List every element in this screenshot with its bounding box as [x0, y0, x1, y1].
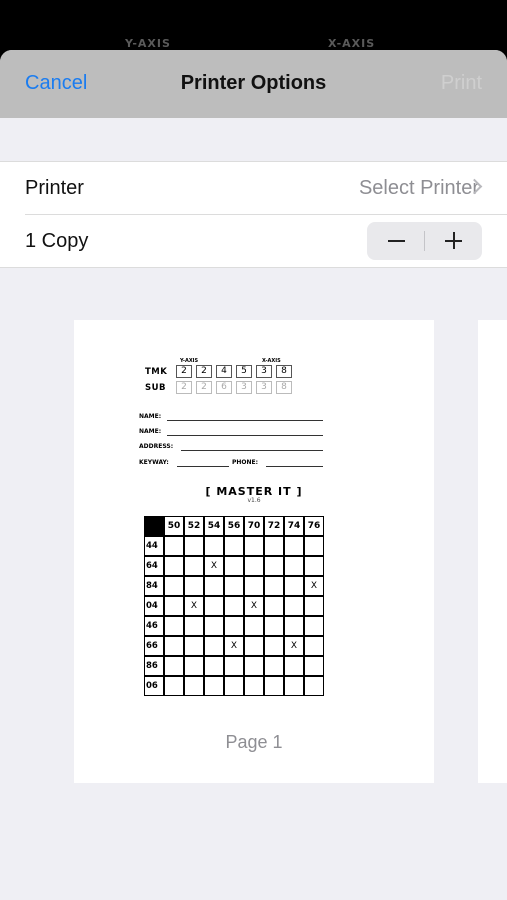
- grid-cell: [284, 536, 304, 556]
- grid-cell: X: [204, 556, 224, 576]
- grid-cell: [224, 556, 244, 576]
- grid-cell: [184, 676, 204, 696]
- grid-corner: [144, 516, 164, 536]
- address-line: [181, 450, 323, 451]
- grid-cell: [244, 616, 264, 636]
- decrement-button[interactable]: [367, 222, 424, 260]
- grid-column-header: 56: [224, 516, 244, 536]
- grid-cell: [204, 596, 224, 616]
- grid-cell: [164, 556, 184, 576]
- background-yaxis-label: Y-AXIS: [125, 37, 171, 50]
- printer-label: Printer: [25, 177, 84, 199]
- grid-column-header: 52: [184, 516, 204, 536]
- grid-cell: [284, 556, 304, 576]
- grid-cell: [244, 676, 264, 696]
- grid-cell: [244, 656, 264, 676]
- print-button[interactable]: Print: [440, 72, 482, 94]
- name2-field-label: NAME:: [139, 428, 162, 435]
- grid-cell: X: [244, 596, 264, 616]
- tmk-cell: 8: [276, 365, 292, 378]
- sub-cell: 8: [276, 381, 292, 394]
- grid-cell: [204, 656, 224, 676]
- grid-row-header: 64: [144, 556, 164, 576]
- grid-cell: [304, 536, 324, 556]
- grid-cell: [164, 636, 184, 656]
- grid-row-header: 86: [144, 656, 164, 676]
- grid-cell: [264, 616, 284, 636]
- grid-cell: [244, 536, 264, 556]
- grid-cell: [184, 536, 204, 556]
- phone-line: [266, 466, 323, 467]
- grid-cell: [224, 536, 244, 556]
- grid-cell: [184, 656, 204, 676]
- printer-row[interactable]: [0, 162, 507, 214]
- grid-cell: [264, 676, 284, 696]
- grid-row-header: 66: [144, 636, 164, 656]
- grid-cell: [304, 616, 324, 636]
- tmk-cell: 3: [256, 365, 272, 378]
- grid-cell: [284, 616, 304, 636]
- grid-column-header: 72: [264, 516, 284, 536]
- grid-cell: [304, 556, 324, 576]
- grid-column-header: 76: [304, 516, 324, 536]
- grid-cell: [204, 636, 224, 656]
- doc-yaxis-label: Y-AXIS: [180, 358, 199, 364]
- grid-cell: [264, 636, 284, 656]
- grid-cell: [164, 576, 184, 596]
- grid-cell: X: [224, 636, 244, 656]
- grid-cell: [204, 676, 224, 696]
- tmk-cell: 4: [216, 365, 232, 378]
- grid-cell: [224, 656, 244, 676]
- sub-cell: 6: [216, 381, 232, 394]
- grid-column-header: 74: [284, 516, 304, 536]
- grid-column-header: 50: [164, 516, 184, 536]
- grid-column-header: 54: [204, 516, 224, 536]
- page-preview[interactable]: [74, 320, 434, 783]
- sub-cell: 3: [236, 381, 252, 394]
- grid-cell: [264, 596, 284, 616]
- tmk-label: TMK: [145, 367, 168, 377]
- name2-line: [167, 435, 323, 436]
- page-title: Printer Options: [180, 72, 327, 94]
- grid-cell: [224, 676, 244, 696]
- navigation-bar: [0, 50, 507, 118]
- grid-cell: X: [304, 576, 324, 596]
- phone-field-label: PHONE:: [232, 459, 259, 466]
- background-xaxis-label: X-AXIS: [328, 37, 376, 50]
- grid-cell: [244, 556, 264, 576]
- grid-cell: [264, 576, 284, 596]
- grid-cell: [304, 676, 324, 696]
- grid-row-header: 06: [144, 676, 164, 696]
- grid-cell: X: [184, 596, 204, 616]
- printer-options-sheet: [0, 50, 507, 900]
- tmk-cell: 5: [236, 365, 252, 378]
- grid-cell: [304, 656, 324, 676]
- grid-cell: X: [284, 636, 304, 656]
- grid-cell: [224, 616, 244, 636]
- sub-cell: 2: [196, 381, 212, 394]
- sub-cell: 2: [176, 381, 192, 394]
- name1-field-label: NAME:: [139, 413, 162, 420]
- grid-cell: [164, 616, 184, 636]
- grid-cell: [284, 596, 304, 616]
- cancel-button[interactable]: Cancel: [25, 72, 88, 94]
- grid-cell: [164, 536, 184, 556]
- copies-row: [25, 214, 507, 267]
- grid-cell: [184, 616, 204, 636]
- grid-cell: [284, 656, 304, 676]
- doc-xaxis-label: X-AXIS: [262, 358, 281, 364]
- document-content: [74, 320, 434, 720]
- page-label: Page 1: [225, 732, 283, 752]
- grid-row-header: 44: [144, 536, 164, 556]
- grid-cell: [244, 576, 264, 596]
- sub-label: SUB: [145, 383, 167, 393]
- grid-cell: [164, 676, 184, 696]
- document-title: [ MASTER IT ]: [205, 485, 303, 498]
- grid-cell: [184, 556, 204, 576]
- grid-column-header: 70: [244, 516, 264, 536]
- grid-row-header: 84: [144, 576, 164, 596]
- grid-cell: [304, 636, 324, 656]
- grid-cell: [284, 576, 304, 596]
- grid-cell: [184, 576, 204, 596]
- grid-cell: [264, 536, 284, 556]
- document-version: v1.6: [247, 497, 261, 504]
- keyway-line: [177, 466, 229, 467]
- grid-cell: [304, 596, 324, 616]
- copies-stepper[interactable]: [367, 222, 482, 260]
- grid-cell: [164, 656, 184, 676]
- grid-cell: [164, 596, 184, 616]
- grid-cell: [224, 596, 244, 616]
- copies-label: 1 Copy: [25, 230, 89, 252]
- grid-cell: [204, 536, 224, 556]
- grid-cell: [244, 636, 264, 656]
- options-group: [0, 161, 507, 268]
- keyway-field-label: KEYWAY:: [139, 459, 169, 466]
- grid-row-header: 46: [144, 616, 164, 636]
- grid-cell: [284, 676, 304, 696]
- next-page-preview[interactable]: [478, 320, 507, 783]
- tmk-cell: 2: [196, 365, 212, 378]
- grid-cell: [204, 616, 224, 636]
- sub-cell: 3: [256, 381, 272, 394]
- grid-cell: [204, 576, 224, 596]
- increment-button[interactable]: [425, 222, 482, 260]
- grid-cell: [224, 576, 244, 596]
- address-field-label: ADDRESS:: [139, 443, 174, 450]
- grid-cell: [264, 556, 284, 576]
- name1-line: [167, 420, 323, 421]
- tmk-cell: 2: [176, 365, 192, 378]
- printer-value: Select Printer: [358, 177, 479, 199]
- grid-cell: [184, 636, 204, 656]
- grid-row-header: 04: [144, 596, 164, 616]
- grid-cell: [264, 656, 284, 676]
